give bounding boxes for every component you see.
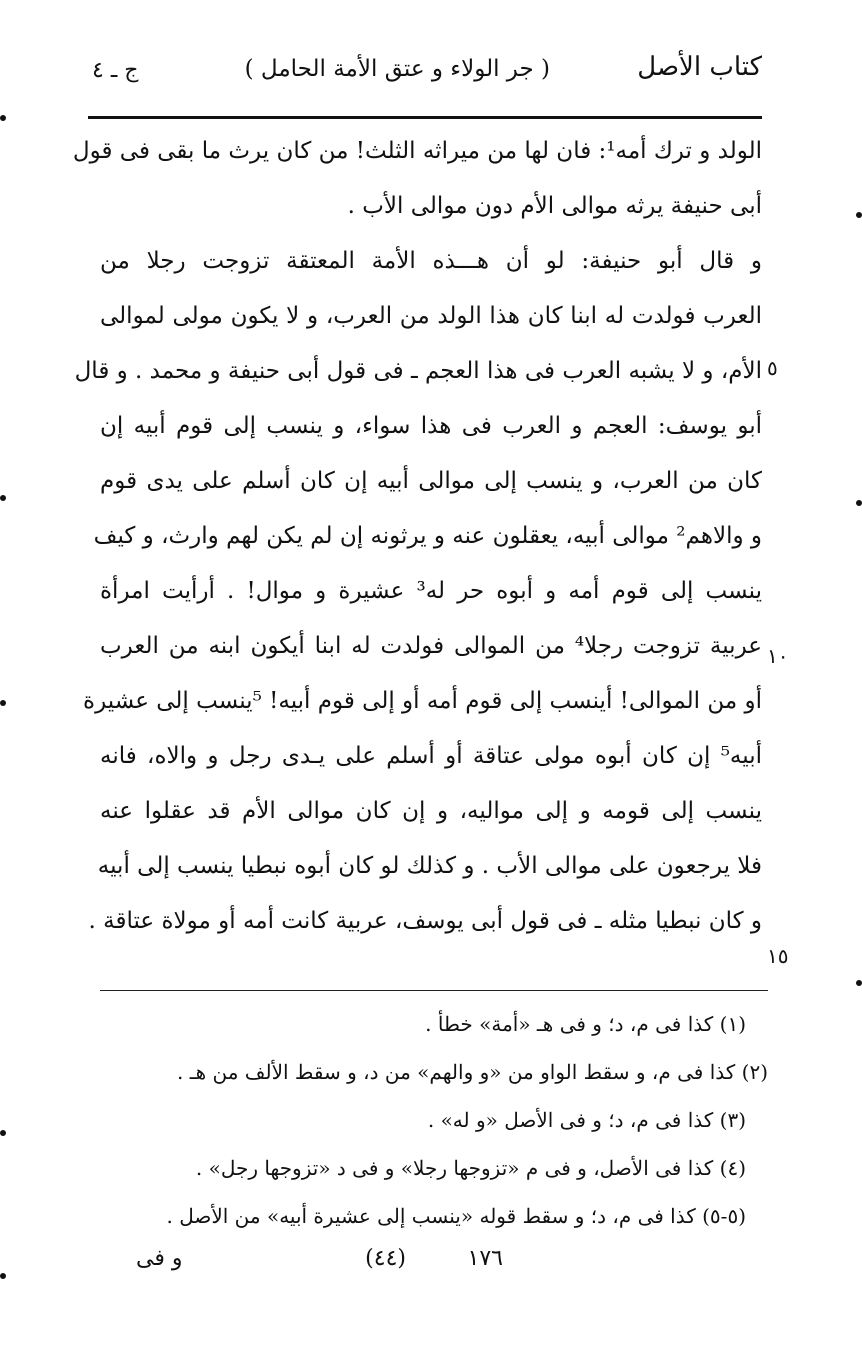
section-number: (٤٤) bbox=[365, 1246, 406, 1271]
text-line: عربية تزوجت رجلا⁴ من الموالى فولدت له ابنا أيكون ابنه من العرب bbox=[100, 633, 762, 659]
text-line: الأم، و لا يشبه العرب فى هذا العجم ـ فى قول أبى حنيفة و محمد . و قال bbox=[74, 358, 762, 384]
line-number: ٥ bbox=[767, 356, 778, 380]
text-line: و كان نبطيا مثله ـ فى قول أبى يوسف، عربية كانت أمه أو مولاة عتاقة . bbox=[88, 908, 762, 934]
binding-hole-mark bbox=[0, 700, 6, 706]
text-line: ينسب إلى قومه و إلى مواليه، و إن كان موالى الأم قد عقلوا عنه bbox=[100, 798, 762, 824]
book-title: كتاب الأصل bbox=[637, 52, 762, 82]
running-header bbox=[90, 52, 762, 102]
section-title: ( جر الولاء و عتق الأمة الحامل ) bbox=[244, 56, 550, 82]
text-line: و قال أبو حنيفة: لو أن هـــذه الأمة المعتقة تزوجت رجلا من bbox=[100, 248, 762, 274]
binding-hole-mark bbox=[856, 980, 862, 986]
text-line: ينسب إلى قوم أمه و أبوه حر له³ عشيرة و موال! . أرأيت امرأة bbox=[100, 578, 762, 604]
binding-hole-mark bbox=[856, 500, 862, 506]
footnote: (٢) كذا فى م، و سقط الواو من «و والهم» من د، و سقط الألف من هـ . bbox=[177, 1060, 768, 1084]
footnote: (٣) كذا فى م، د؛ و فى الأصل «و له» . bbox=[427, 1108, 746, 1132]
text-line: أو من الموالى! أينسب إلى قوم أمه أو إلى قوم أبيه! ⁵ينسب إلى عشيرة bbox=[83, 688, 762, 714]
binding-hole-mark bbox=[0, 1273, 6, 1279]
text-line: أبى حنيفة يرثه موالى الأم دون موالى الأب . bbox=[347, 193, 762, 219]
text-line: الولد و ترك أمه¹: فان لها من ميراثه الثلث! من كان يرث ما بقى فى قول bbox=[72, 138, 762, 164]
text-line: العرب فولدت له ابنا كان هذا الولد من العرب، و لا يكون مولى لموالى bbox=[100, 303, 762, 329]
text-line: فلا يرجعون على موالى الأب . و كذلك لو كان أبوه نبطيا ينسب إلى أبيه bbox=[97, 853, 762, 879]
footnote-rule bbox=[100, 990, 768, 991]
main-text bbox=[72, 124, 762, 949]
text-line: و والاهم² موالى أبيه، يعقلون عنه و يرثونه إن لم يكن لهم وارث، و كيف bbox=[93, 523, 762, 549]
text-line: أبو يوسف: العجم و العرب فى هذا سواء، و ينسب إلى قوم أبيه إن bbox=[100, 413, 762, 439]
binding-hole-mark bbox=[0, 115, 6, 121]
volume-label: ج ـ ٤ bbox=[92, 58, 139, 83]
header-rule bbox=[88, 116, 762, 119]
page-number: ١٧٦ bbox=[467, 1246, 503, 1271]
catchword: و فى bbox=[136, 1246, 183, 1271]
page-footer bbox=[100, 1246, 768, 1286]
footnote: (٤) كذا فى الأصل، و فى م «تزوجها رجلا» و فى د «تزوجها رجل» . bbox=[195, 1156, 746, 1180]
text-line: أبيه⁵ إن كان أبوه مولى عتاقة أو أسلم على يـدى رجل و والاه، فانه bbox=[100, 743, 762, 769]
footnotes bbox=[100, 1000, 768, 1240]
line-number: ١٥ bbox=[767, 944, 789, 968]
binding-hole-mark bbox=[0, 495, 6, 501]
text-line: كان من العرب، و ينسب إلى موالى أبيه إن كان أسلم على يدى قوم bbox=[100, 468, 762, 494]
footnote: (٥-٥) كذا فى م، د؛ و سقط قوله «ينسب إلى عشيرة أبيه» من الأصل . bbox=[166, 1204, 746, 1228]
binding-hole-mark bbox=[856, 212, 862, 218]
line-number: ١٠ bbox=[767, 644, 789, 668]
footnote: (١) كذا فى م، د؛ و فى هـ «أمة» خطأ . bbox=[425, 1012, 746, 1036]
binding-hole-mark bbox=[0, 1130, 6, 1136]
